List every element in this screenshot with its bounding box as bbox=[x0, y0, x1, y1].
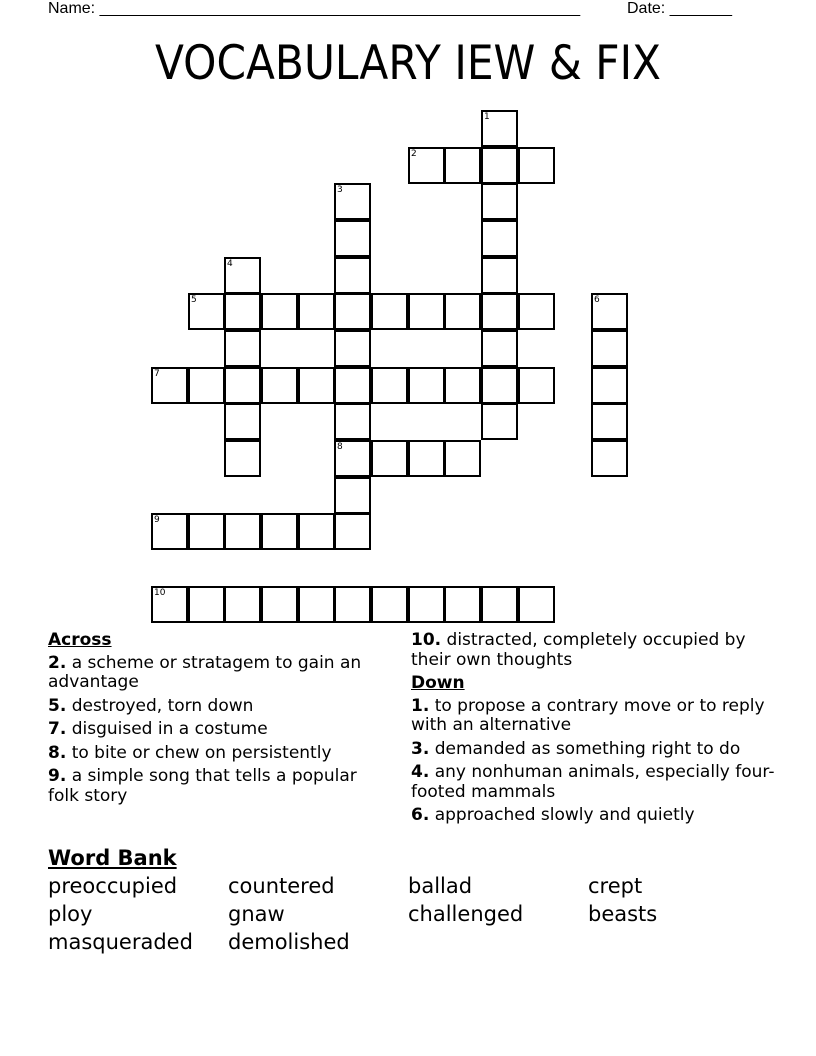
crossword-cell[interactable] bbox=[481, 367, 518, 404]
crossword-cell[interactable] bbox=[334, 586, 371, 623]
cell-number: 8 bbox=[337, 442, 343, 452]
clue-number: 5. bbox=[48, 695, 67, 716]
crossword-cell[interactable] bbox=[408, 586, 445, 623]
date-field-line: Date: _______ bbox=[627, 0, 732, 17]
word-bank-item: masqueraded bbox=[48, 930, 193, 954]
crossword-cell[interactable] bbox=[224, 586, 261, 623]
word-bank-item: beasts bbox=[588, 902, 658, 926]
crossword-cell[interactable] bbox=[371, 367, 408, 404]
crossword-cell[interactable] bbox=[224, 367, 261, 404]
cell-number: 2 bbox=[411, 149, 417, 159]
crossword-cell[interactable] bbox=[518, 147, 555, 184]
crossword-cell[interactable] bbox=[224, 403, 261, 440]
clue-text: a simple song that tells a popular folk story bbox=[48, 766, 357, 806]
crossword-cell[interactable] bbox=[518, 367, 555, 404]
crossword-cell[interactable] bbox=[444, 586, 481, 623]
crossword-cell[interactable] bbox=[334, 513, 371, 550]
crossword-cell[interactable] bbox=[444, 293, 481, 330]
clue-across-8 bbox=[48, 744, 388, 764]
down-heading: Down bbox=[411, 673, 465, 693]
crossword-cell[interactable] bbox=[408, 293, 445, 330]
clue-number: 3. bbox=[411, 738, 430, 759]
clue-across-5 bbox=[48, 697, 388, 717]
clues-left-column bbox=[48, 631, 388, 810]
crossword-cell[interactable] bbox=[481, 220, 518, 257]
crossword-cell[interactable] bbox=[224, 257, 261, 294]
word-bank-item: gnaw bbox=[228, 902, 285, 926]
clue-text: distracted, completely occupied by their own thoughts bbox=[411, 630, 746, 670]
crossword-cell[interactable] bbox=[224, 440, 261, 477]
crossword-cell[interactable] bbox=[298, 293, 335, 330]
crossword-cell[interactable] bbox=[224, 293, 261, 330]
crossword-cell[interactable] bbox=[188, 367, 225, 404]
crossword-cell[interactable] bbox=[151, 513, 188, 550]
crossword-cell[interactable] bbox=[518, 293, 555, 330]
page-title: VOCABULARY IEW & FIX bbox=[154, 36, 662, 91]
word-bank-item: crept bbox=[588, 874, 643, 898]
crossword-cell[interactable] bbox=[444, 440, 481, 477]
crossword-cell[interactable] bbox=[261, 293, 298, 330]
clue-number: 4. bbox=[411, 762, 430, 782]
crossword-cell[interactable] bbox=[371, 293, 408, 330]
clue-number: 1. bbox=[411, 695, 430, 716]
crossword-cell[interactable] bbox=[188, 293, 225, 330]
crossword-cell[interactable] bbox=[334, 183, 371, 220]
crossword-cell[interactable] bbox=[334, 403, 371, 440]
word-bank-item: ploy bbox=[48, 902, 93, 926]
word-bank-item: preoccupied bbox=[48, 874, 178, 898]
crossword-cell[interactable] bbox=[591, 403, 628, 440]
clue-across-2 bbox=[48, 654, 388, 693]
name-field-line: Name: ______________________________________________________ bbox=[48, 0, 581, 17]
crossword-cell[interactable] bbox=[408, 367, 445, 404]
clues-right-column bbox=[411, 631, 781, 830]
crossword-cell[interactable] bbox=[591, 330, 628, 367]
clue-text: demanded as something right to do bbox=[434, 738, 741, 759]
clue-text: to bite or chew on persistently bbox=[71, 742, 332, 763]
clue-text: approached slowly and quietly bbox=[434, 805, 695, 825]
crossword-cell[interactable] bbox=[334, 293, 371, 330]
crossword-cell[interactable] bbox=[481, 330, 518, 367]
crossword-cell[interactable] bbox=[481, 110, 518, 147]
clue-text: to propose a contrary move or to reply with an alternative bbox=[411, 695, 765, 735]
crossword-cell[interactable] bbox=[188, 586, 225, 623]
crossword-cell[interactable] bbox=[334, 330, 371, 367]
clue-down-3 bbox=[411, 740, 781, 760]
crossword-cell[interactable] bbox=[481, 586, 518, 623]
word-bank-title: Word Bank bbox=[48, 846, 177, 870]
clue-down-4 bbox=[411, 763, 781, 802]
cell-number: 3 bbox=[337, 185, 343, 195]
crossword-cell[interactable] bbox=[224, 330, 261, 367]
cell-number: 5 bbox=[191, 295, 197, 305]
clue-text: destroyed, torn down bbox=[71, 695, 254, 716]
cell-number: 1 bbox=[484, 112, 490, 122]
clue-number: 10. bbox=[411, 630, 442, 650]
crossword-cell[interactable] bbox=[591, 293, 628, 330]
crossword-cell[interactable] bbox=[591, 440, 628, 477]
clue-across-9 bbox=[48, 767, 388, 806]
crossword-cell[interactable] bbox=[481, 293, 518, 330]
word-bank-item: demolished bbox=[228, 930, 350, 954]
clue-number: 2. bbox=[48, 652, 67, 673]
crossword-cell[interactable] bbox=[518, 586, 555, 623]
crossword-cell[interactable] bbox=[591, 367, 628, 404]
cell-number: 6 bbox=[594, 295, 600, 305]
crossword-cell[interactable] bbox=[408, 147, 445, 184]
crossword-cell[interactable] bbox=[261, 513, 298, 550]
clue-number: 8. bbox=[48, 742, 67, 763]
crossword-cell[interactable] bbox=[188, 513, 225, 550]
crossword-cell[interactable] bbox=[481, 257, 518, 294]
clue-across-7 bbox=[48, 720, 388, 740]
crossword-cell[interactable] bbox=[334, 257, 371, 294]
word-bank-item: countered bbox=[228, 874, 335, 898]
clue-number: 9. bbox=[48, 766, 67, 786]
cell-number: 7 bbox=[154, 369, 160, 379]
clue-number: 7. bbox=[48, 719, 67, 739]
crossword-cell[interactable] bbox=[481, 403, 518, 440]
crossword-cell[interactable] bbox=[481, 147, 518, 184]
crossword-cell[interactable] bbox=[298, 513, 335, 550]
crossword-cell[interactable] bbox=[261, 586, 298, 623]
clue-down-1 bbox=[411, 697, 781, 736]
crossword-cell[interactable] bbox=[408, 440, 445, 477]
cell-number: 10 bbox=[154, 588, 166, 598]
crossword-cell[interactable] bbox=[224, 513, 261, 550]
clue-number: 6. bbox=[411, 805, 430, 825]
cell-number: 9 bbox=[154, 515, 160, 525]
word-bank-item: ballad bbox=[408, 874, 473, 898]
clue-across-10 bbox=[411, 631, 781, 670]
clue-text: a scheme or stratagem to gain an advantage bbox=[48, 652, 362, 692]
clue-text: any nonhuman animals, especially four-footed mammals bbox=[411, 762, 775, 802]
crossword-cell[interactable] bbox=[151, 586, 188, 623]
crossword-cell[interactable] bbox=[444, 367, 481, 404]
cell-number: 4 bbox=[227, 259, 233, 269]
crossword-cell[interactable] bbox=[334, 440, 371, 477]
crossword-cell[interactable] bbox=[151, 367, 188, 404]
crossword-cell[interactable] bbox=[444, 147, 481, 184]
word-bank-item: challenged bbox=[408, 902, 524, 926]
crossword-cell[interactable] bbox=[334, 477, 371, 514]
crossword-cell[interactable] bbox=[298, 586, 335, 623]
across-heading: Across bbox=[48, 630, 112, 650]
crossword-cell[interactable] bbox=[334, 220, 371, 257]
clue-text: disguised in a costume bbox=[71, 719, 268, 739]
crossword-cell[interactable] bbox=[298, 367, 335, 404]
crossword-cell[interactable] bbox=[371, 440, 408, 477]
crossword-cell[interactable] bbox=[481, 183, 518, 220]
crossword-cell[interactable] bbox=[334, 367, 371, 404]
clue-down-6 bbox=[411, 806, 781, 826]
crossword-cell[interactable] bbox=[371, 586, 408, 623]
crossword-cell[interactable] bbox=[261, 367, 298, 404]
